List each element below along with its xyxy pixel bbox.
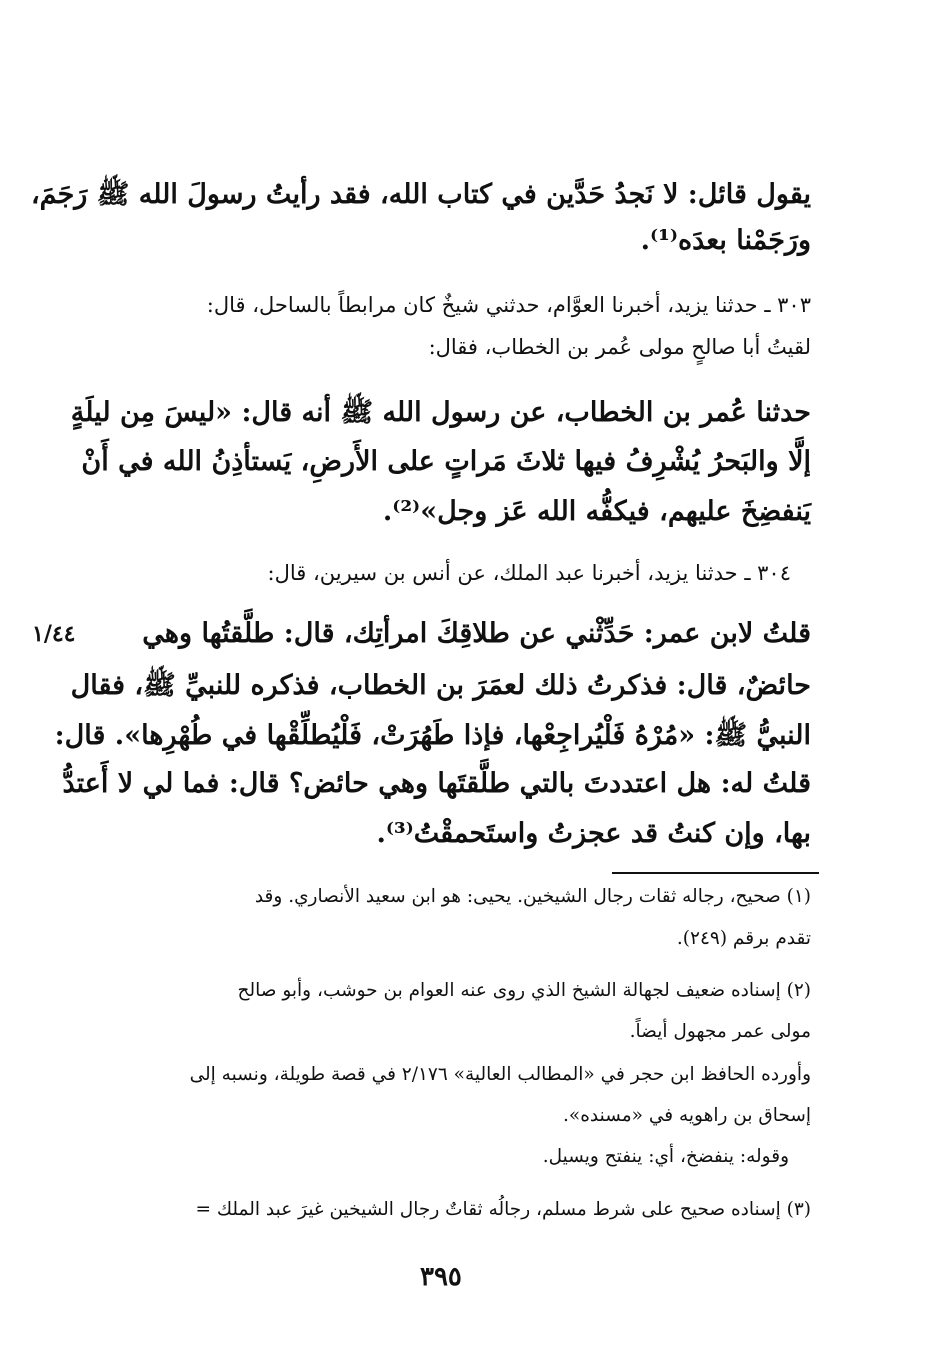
hadith-303-text: يَنفضِخَ عليهم، فيكفُّه الله عَز وجل»⁽²⁾. [382,496,811,527]
footnote-3: (٣) إسناده صحيح على شرط مسلم، رجالُه ثقاتٌ رجال الشيخين غيرَ عبد الملك = [195,1199,811,1220]
hadith-304-text: قلتُ لابن عمر: حَدِّثْني عن طلاقِكَ امرأتِك، قال: طلَّقتُها وهي [142,618,811,649]
footnote-2-continued: إسحاق بن راهويه في «مسنده». [563,1105,811,1126]
text-line: ورَجَمْنا بعدَه⁽¹⁾. [640,225,811,256]
hadith-304-text: حائضٌ، قال: فذكرتُ ذلك لعمَرَ بن الخطاب، فذكره للنبيِّ ﷺ، فقال [70,670,811,701]
page-number: ٣٩٥ [420,1262,462,1292]
margin-reference: ١/٤٤ [32,621,76,647]
footnote-1: (١) صحيح، رجاله ثقات رجال الشيخين. يحيى: هو ابن سعيد الأنصاري. وقد [254,886,811,907]
hadith-304-text: بها، وإن كنتُ قد عجزتُ واستَحمقْتُ⁽³⁾. [376,818,811,849]
footnote-2-continued: وأورده الحافظ ابن حجر في «المطالب العالية» ٢/١٧٦ في قصة طويلة، ونسبه إلى [189,1064,811,1085]
footnote-1: تقدم برقم (٢٤٩). [676,928,811,949]
text-line: يقول قائل: لا نَجدُ حَدَّين في كتاب الله، فقد رأيتُ رسولَ الله ﷺ رَجَمَ، [30,179,811,210]
footnote-divider [612,872,819,874]
hadith-303-text: إلَّا والبَحرُ يُشْرِفُ فيها ثلاثَ مَراتٍ على الأَرضِ، يَستأذِنُ الله في أَنْ [81,446,811,477]
hadith-304-isnad: ٣٠٤ ـ حدثنا يزيد، أخبرنا عبد الملك، عن أنس بن سيرين، قال: [267,561,791,585]
hadith-303-isnad: ٣٠٣ ـ حدثنا يزيد، أخبرنا العوَّام، حدثني شيخٌ كان مرابطاً بالساحل، قال: [206,293,811,317]
hadith-303-isnad: لقيتُ أبا صالحٍ مولى عُمر بن الخطاب، فقال: [428,335,811,359]
footnote-2: (٢) إسناده ضعيف لجهالة الشيخ الذي روى عنه العوام بن حوشب، وأبو صالح [237,980,811,1001]
footnote-2-gloss: وقوله: ينفضخ، أي: ينفتح ويسيل. [542,1146,789,1167]
footnote-2: مولى عمر مجهول أيضاً. [629,1021,811,1042]
hadith-304-text: النبيُّ ﷺ: «مُرْهُ فَلْيُراجِعْها، فإذا طَهُرَتْ، فَلْيُطلِّقْها في طُهْرِها». قال: [54,720,811,751]
hadith-303-text: حدثنا عُمر بن الخطاب، عن رسول الله ﷺ أنه قال: «ليسَ مِن ليلَةٍ [70,397,811,428]
hadith-304-text: قلتُ له: هل اعتددتَ بالتي طلَّقتَها وهي حائض؟ قال: فما لي لا أَعتدُّ [62,768,811,799]
